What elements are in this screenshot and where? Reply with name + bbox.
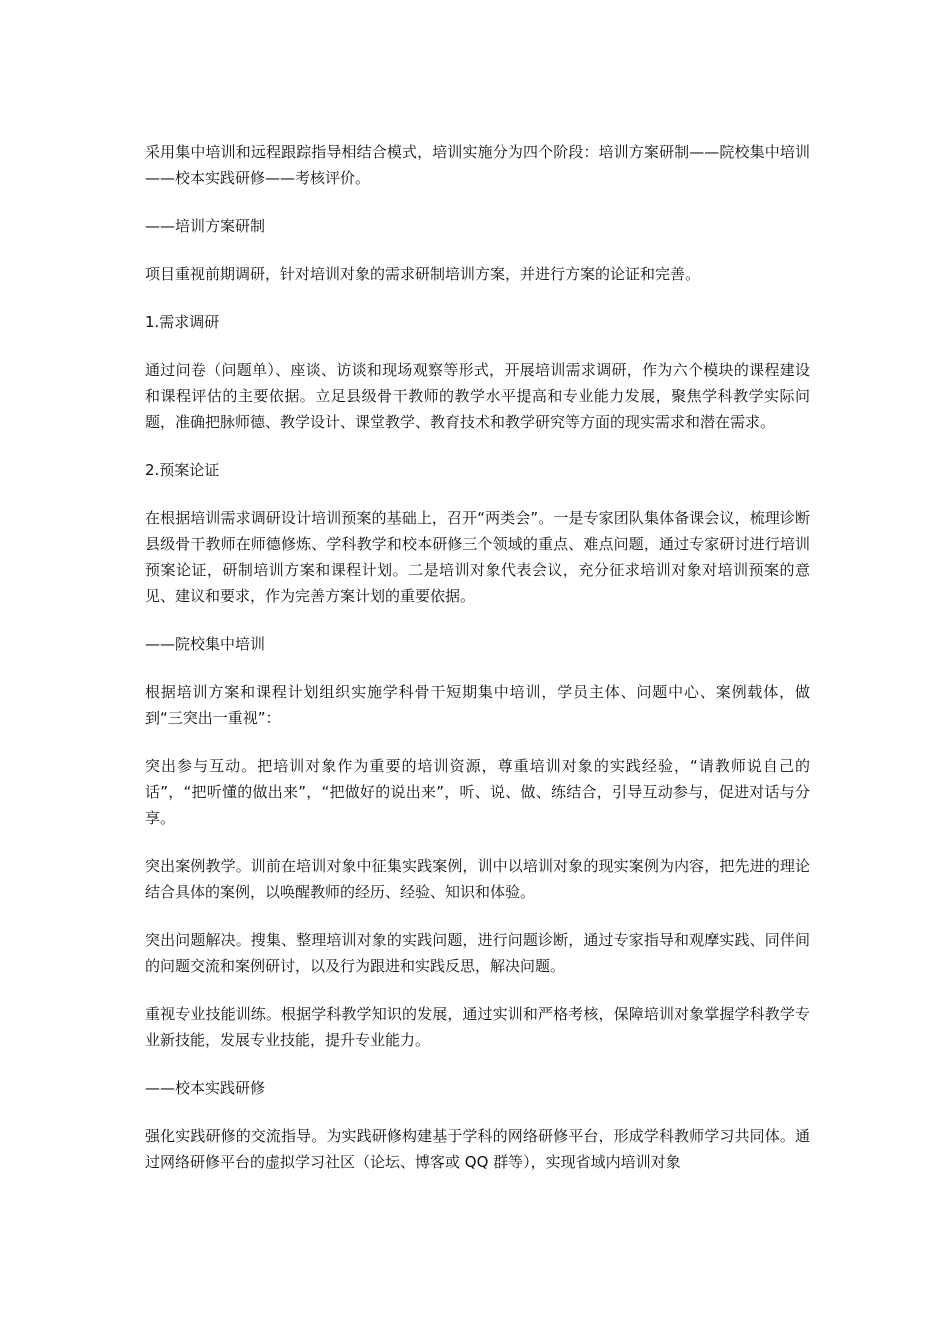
plan-paragraph: 项目重视前期调研，针对培训对象的需求研制培训方案，并进行方案的论证和完善。 — [145, 265, 701, 283]
school-practice-paragraph: 强化实践研修的交流指导。为实践研修构建基于学科的网络研修平台，形成学科教师学习共同体。通过网络研修平台的虚拟学习社区（论坛、博客或 QQ 群等），实现省域内培训对象 — [145, 1127, 810, 1171]
section-heading-plan: ——培训方案研制 — [145, 217, 266, 235]
problem-solving-paragraph: 突出问题解决。搜集、整理培训对象的实践问题，进行问题诊断，通过专家指导和观摩实践、同伴间的问题交流和案例研讨，以及行为跟进和实践反思，解决问题。 — [145, 931, 810, 975]
document-page — [145, 139, 810, 1197]
intro-paragraph: 采用集中培训和远程跟踪指导相结合模式，培训实施分为四个阶段：培训方案研制——院校集中培训——校本实践研修——考核评价。 — [145, 143, 810, 187]
needs-survey-paragraph: 通过问卷（问题单）、座谈、访谈和现场观察等形式，开展培训需求调研，作为六个模块的课程建设和课程评估的主要依据。立足县级骨干教师的教学水平提高和专业能力发展，聚焦学科教学实际问题，准确把脉师德、教学设计、课堂教学、教育技术和教学研究等方面的现实需求和潜在需求。 — [145, 361, 810, 431]
interaction-paragraph: 突出参与互动。把培训对象作为重要的培训资源，尊重培训对象的实践经验，“请教师说自己的话”，“把听懂的做出来”，“把做好的说出来”，听、说、做、练结合，引导互动参与，促进对话与分享。 — [145, 757, 810, 827]
plan-review-paragraph: 在根据培训需求调研设计培训预案的基础上，召开“两类会”。一是专家团队集体备课会议，梳理诊断县级骨干教师在师德修炼、学科教学和校本研修三个领域的重点、难点问题，通过专家研讨进行培训预案论证，研制培训方案和课程计划。二是培训对象代表会议，充分征求培训对象对培训预案的意见、建议和要求，作为完善方案计划的重要依据。 — [145, 509, 810, 605]
subheading-plan-review: 2.预案论证 — [145, 461, 220, 479]
section-heading-school-practice: ——校本实践研修 — [145, 1079, 266, 1097]
subheading-needs-survey: 1.需求调研 — [145, 313, 220, 331]
centralized-paragraph: 根据培训方案和课程计划组织实施学科骨干短期集中培训，学员主体、问题中心、案例载体，做到“三突出一重视”： — [145, 683, 810, 727]
skills-training-paragraph: 重视专业技能训练。根据学科教学知识的发展，通过实训和严格考核，保障培训对象掌握学科教学专业新技能，发展专业技能，提升专业能力。 — [145, 1005, 810, 1049]
section-heading-centralized: ——院校集中培训 — [145, 635, 266, 653]
case-teaching-paragraph: 突出案例教学。训前在培训对象中征集实践案例，训中以培训对象的现实案例为内容，把先进的理论结合具体的案例，以唤醒教师的经历、经验、知识和体验。 — [145, 857, 810, 901]
